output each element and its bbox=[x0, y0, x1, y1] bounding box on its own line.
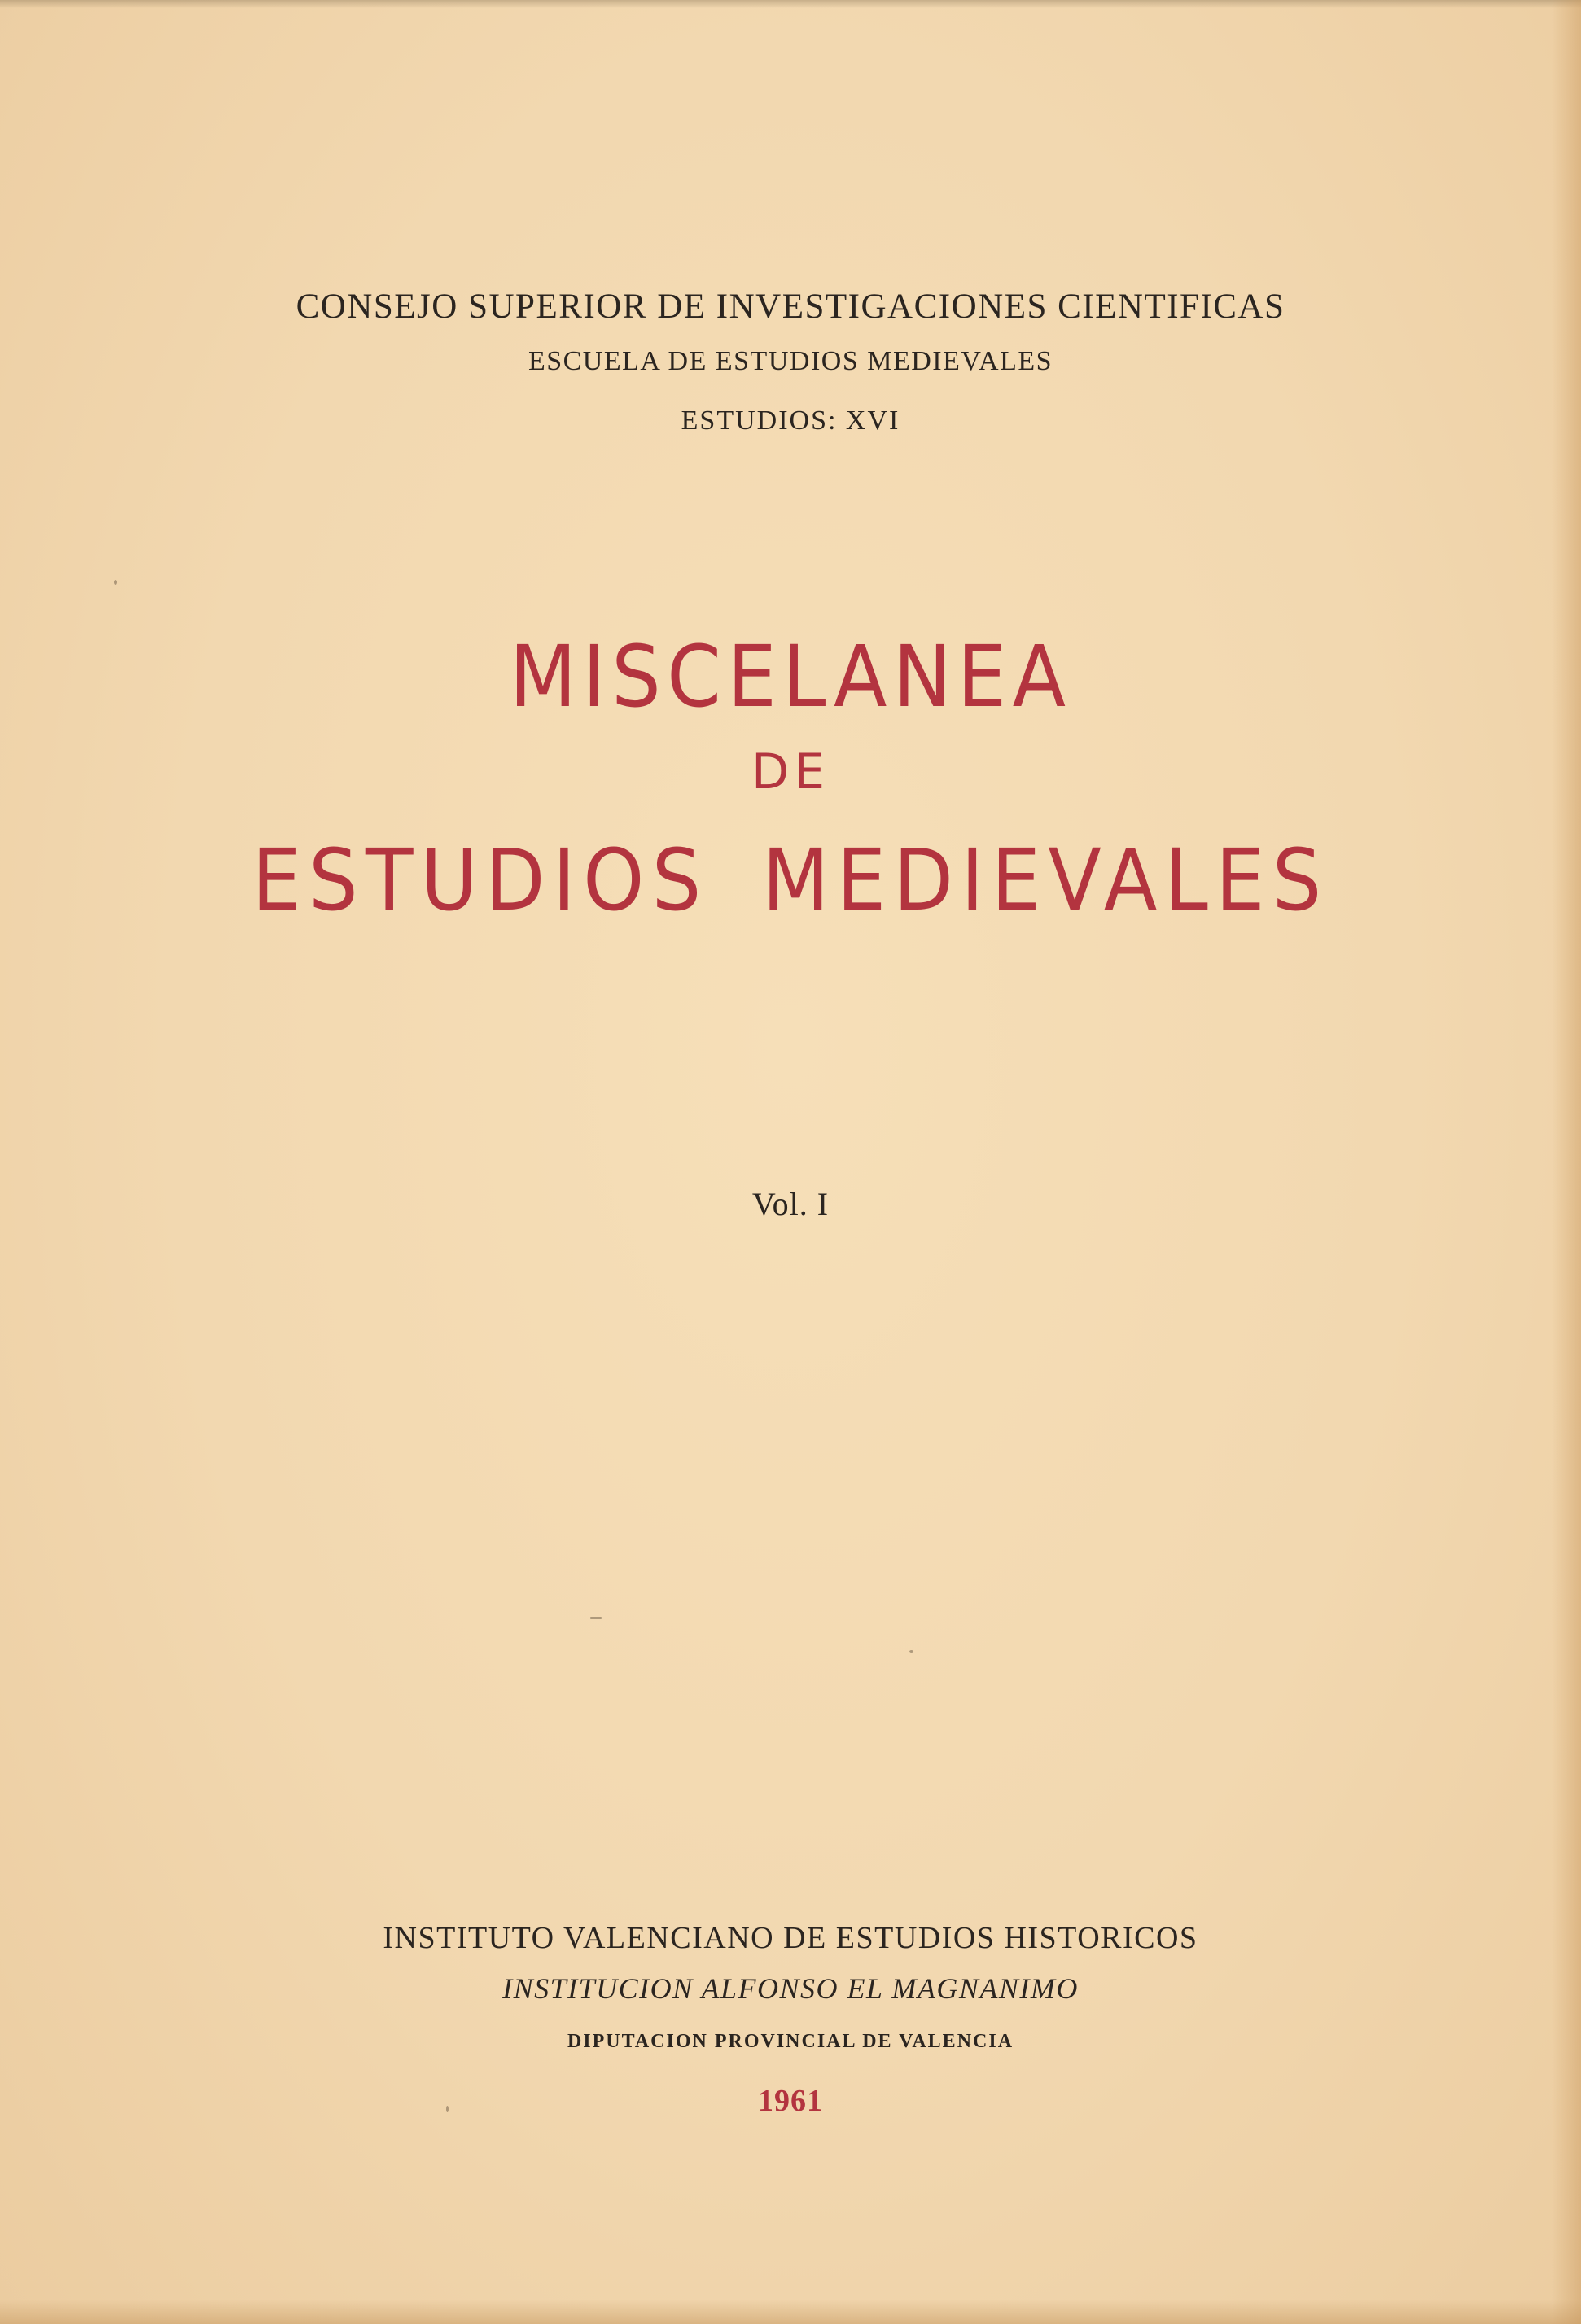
publisher-institution: INSTITUCION ALFONSO EL MAGNANIMO bbox=[502, 1972, 1079, 2005]
publisher-deputation: DIPUTACION PROVINCIAL DE VALENCIA bbox=[567, 2031, 1014, 2052]
title-line-1: MISCELANEA bbox=[509, 627, 1072, 726]
council-name: CONSEJO SUPERIOR DE INVESTIGACIONES CIENTIFICAS bbox=[296, 287, 1285, 326]
paper-speck bbox=[590, 1617, 602, 1619]
cover-top-edge bbox=[0, 0, 1581, 8]
paper-speck bbox=[114, 580, 117, 585]
paper-speck bbox=[909, 1650, 913, 1653]
cover-bottom-edge bbox=[0, 2300, 1581, 2324]
title-line-2: DE bbox=[751, 743, 830, 800]
publication-year: 1961 bbox=[758, 2084, 823, 2118]
school-name: ESCUELA DE ESTUDIOS MEDIEVALES bbox=[528, 346, 1053, 376]
title-line-3: ESTUDIOS MEDIEVALES bbox=[252, 831, 1329, 930]
volume-label: Vol. I bbox=[751, 1186, 830, 1222]
series-number: ESTUDIOS: XVI bbox=[681, 406, 900, 436]
publisher-institute: INSTITUTO VALENCIANO DE ESTUDIOS HISTORICOS bbox=[383, 1921, 1198, 1955]
